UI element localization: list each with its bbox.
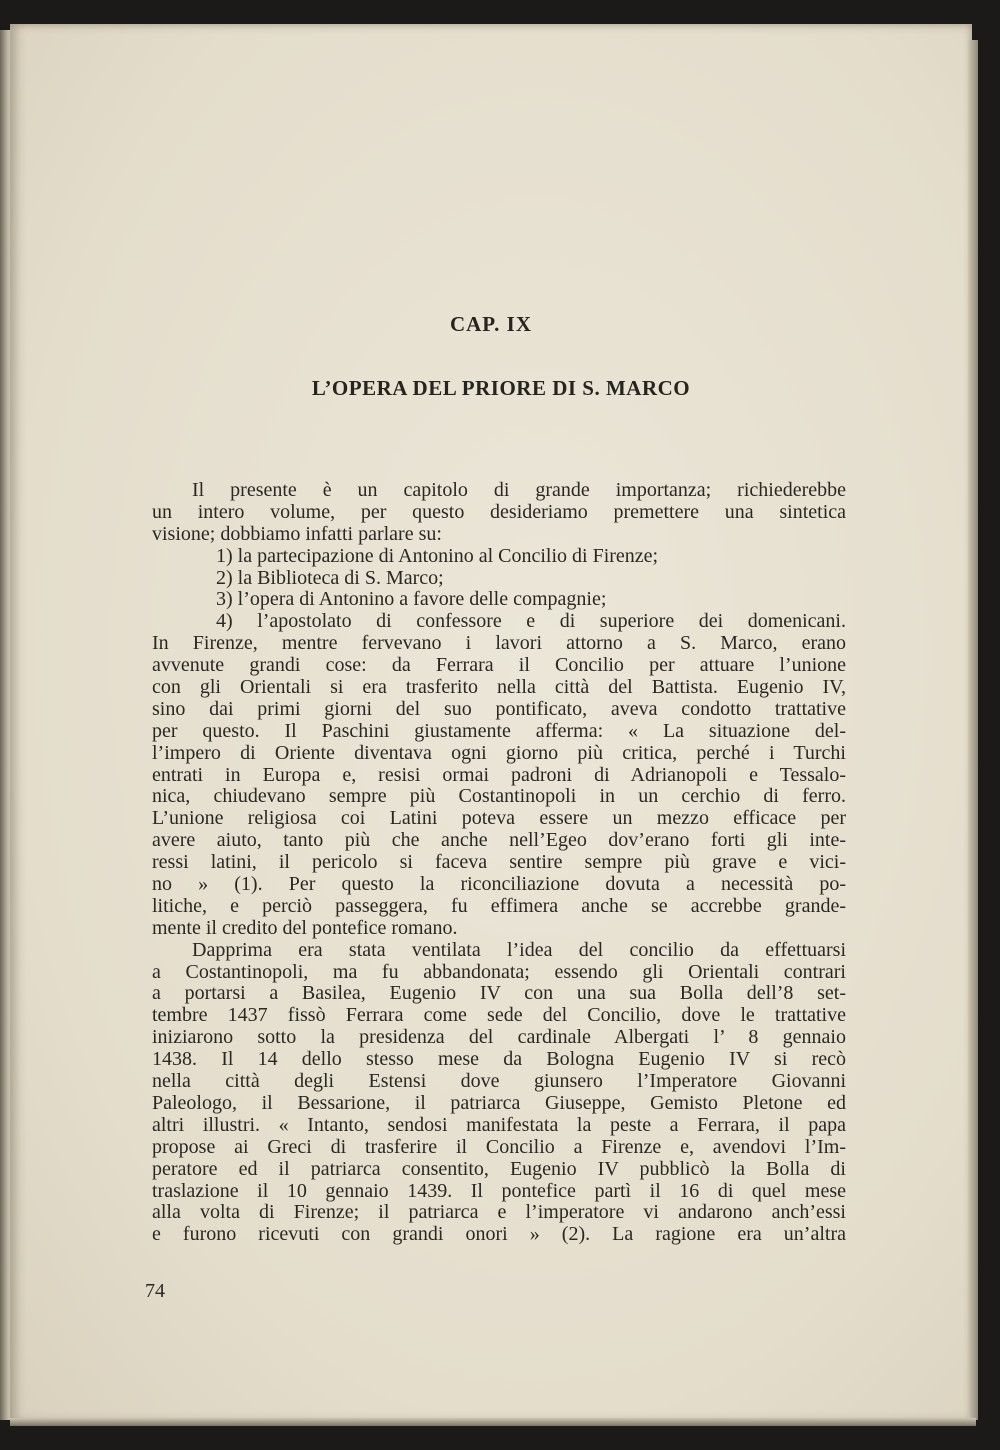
text-line: un intero volume, per questo desideriamo premettere una sintetica xyxy=(152,500,846,523)
text-line: Il presente è un capitolo di grande importanza; richiederebbe xyxy=(192,479,846,501)
text-line: avere aiuto, tanto più che anche nell’Egeo dov’erano forti gli inte- xyxy=(152,829,846,852)
text-line: propose ai Greci di trasferire il Concilio a Firenze e, avendovi l’Im- xyxy=(152,1135,846,1158)
page-edge-bottom xyxy=(10,1418,976,1426)
text-line: a Costantinopoli, ma fu abbandonata; essendo gli Orientali contrari xyxy=(152,960,846,983)
text-line: In Firenze, mentre fervevano i lavori attorno a S. Marco, erano xyxy=(152,632,846,655)
page-edge-right xyxy=(968,40,978,1420)
body-text xyxy=(152,480,846,1246)
text-line: L’unione religiosa coi Latini poteva essere un mezzo efficace per xyxy=(152,807,846,830)
text-line: con gli Orientali si era trasferito nella città del Battista. Eugenio IV, xyxy=(152,676,846,699)
text-line: nella città degli Estensi dove giunsero l’Imperatore Giovanni xyxy=(152,1070,846,1093)
text-line: Dapprima era stata ventilata l’idea del concilio da effettuarsi xyxy=(192,938,846,961)
page-number: 74 xyxy=(145,1280,165,1302)
text-line: alla volta di Firenze; il patriarca e l’imperatore vi andarono anch’essi xyxy=(152,1201,846,1224)
text-line: traslazione il 10 gennaio 1439. Il pontefice partì il 16 di quel mese xyxy=(152,1179,846,1202)
text-line: Paleologo, il Bessarione, il patriarca Giuseppe, Gemisto Pletone ed xyxy=(152,1091,846,1114)
text-line: tembre 1437 fissò Ferrara come sede del Concilio, dove le trattative xyxy=(152,1004,846,1027)
chapter-title: L’OPERA DEL PRIORE DI S. MARCO xyxy=(311,376,691,400)
text-line: e furono ricevuti con grandi onori » (2). La ragione era un’altra xyxy=(152,1223,846,1246)
text-line: per questo. Il Paschini giustamente afferma: « La situazione del- xyxy=(152,719,846,742)
text-line: 1) la partecipazione di Antonino al Concilio di Firenze; xyxy=(216,544,659,567)
text-line: entrati in Europa e, resisi ormai padroni di Adrianopoli e Tessalo- xyxy=(152,763,846,786)
text-line: nica, chiudevano sempre più Costantinopoli in un cerchio di ferro. xyxy=(152,785,846,808)
chapter-number: CAP. IX xyxy=(449,312,533,336)
text-line: 4) l’apostolato di confessore e di superiore dei domenicani. xyxy=(216,610,846,633)
text-line: avvenute grandi cose: da Ferrara il Concilio per attuare l’unione xyxy=(152,654,846,677)
text-line: 3) l’opera di Antonino a favore delle compagnie; xyxy=(216,588,607,611)
text-line: ressi latini, il pericolo si faceva sentire sempre più grave e vici- xyxy=(152,851,846,874)
text-line: altri illustri. « Intanto, sendosi manifestata la peste a Ferrara, il papa xyxy=(152,1113,846,1136)
text-line: peratore ed il patriarca consentito, Eugenio IV pubblicò la Bolla di xyxy=(152,1157,846,1180)
text-line: no » (1). Per questo la riconciliazione dovuta a necessità po- xyxy=(152,873,846,896)
text-line: litiche, e perciò passeggera, fu effimera anche se accrebbe grande- xyxy=(152,894,846,917)
text-line: l’impero di Oriente diventava ogni giorno più critica, perché i Turchi xyxy=(152,741,846,764)
text-line: iniziarono sotto la presidenza del cardinale Albergati l’ 8 gennaio xyxy=(152,1026,846,1049)
text-line: sino dai primi giorni del suo pontificato, aveva condotto trattative xyxy=(152,697,846,720)
text-line: mente il credito del pontefice romano. xyxy=(152,916,458,939)
text-line: a portarsi a Basilea, Eugenio IV con una sua Bolla dell’8 set- xyxy=(152,982,846,1005)
text-line: 1438. Il 14 dello stesso mese da Bologna Eugenio IV si recò xyxy=(152,1048,846,1071)
text-line: 2) la Biblioteca di S. Marco; xyxy=(216,566,444,589)
text-line: visione; dobbiamo infatti parlare su: xyxy=(152,522,442,545)
